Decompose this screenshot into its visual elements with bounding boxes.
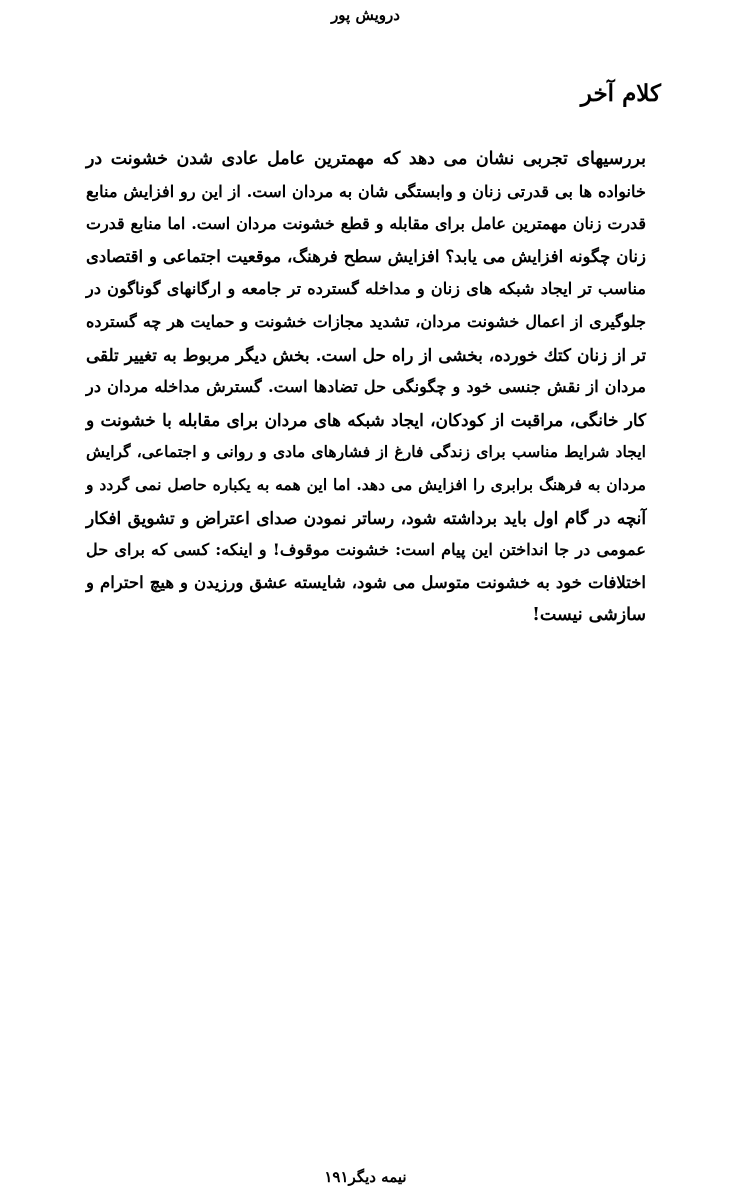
text-line: سازشی نیست! <box>532 605 646 626</box>
text-line: تر از زنان کتك خورده، بخشی از راه حل است. بخش دیگر مربوط به تغییر تلقی <box>86 344 646 365</box>
text-line: بررسیهای تجربی نشان می دهد که مهمترین عامل عادی شدن خشونت در <box>86 149 646 169</box>
text-line: کار خانگی، مراقبت از کودکان، ایجاد شبکه های مردان برای مقابله با خشونت و <box>86 409 646 430</box>
text-line: آنچه در گام اول باید برداشته شود، رساتر نمودن صدای اعتراض و تشویق افکار <box>86 507 646 528</box>
text-line: عمومی در جا انداختن این پیام است: خشونت موقوف! و اینکه: کسی که برای حل <box>86 540 646 560</box>
text-line: اختلافات خود به خشونت متوسل می شود، شایسته عشق ورزیدن و هیچ احترام و <box>86 572 646 592</box>
body-paragraph <box>86 143 646 632</box>
text-line: مناسب تر ایجاد شبکه های زنان و مداخله گسترده تر جامعه و ارگانهای گوناگون در <box>86 279 646 299</box>
text-line: مردان به فرهنگ برابری را افزایش می دهد. اما این همه به یکباره حاصل نمی گردد و <box>86 474 646 494</box>
running-header: درویش پور <box>331 6 400 24</box>
page-footer: نیمه دیگر۱۹۱ <box>324 1168 407 1186</box>
text-line: خانواده ها بی قدرتی زنان و وابستگی شان به مردان است. از این رو افزایش منابع <box>86 181 646 201</box>
text-line: مردان از نقش جنسی خود و چگونگی حل تضادها است. گسترش مداخله مردان در <box>86 377 646 397</box>
text-line: زنان چگونه افزایش می یابد؟ افزایش سطح فرهنگ، موقعیت اجتماعی و اقتصادی <box>86 246 646 266</box>
text-line: قدرت زنان مهمترین عامل برای مقابله و قطع خشونت مردان است. اما منابع قدرت <box>86 214 646 234</box>
section-title: کلام آخر <box>580 80 661 107</box>
text-line: ایجاد شرایط مناسب برای زندگی فارغ از فشارهای مادی و روانی و اجتماعی، گرایش <box>86 442 646 462</box>
text-line: جلوگیری از اعمال خشونت مردان، تشدید مجازات خشونت و حمایت هر چه گسترده <box>86 311 646 331</box>
